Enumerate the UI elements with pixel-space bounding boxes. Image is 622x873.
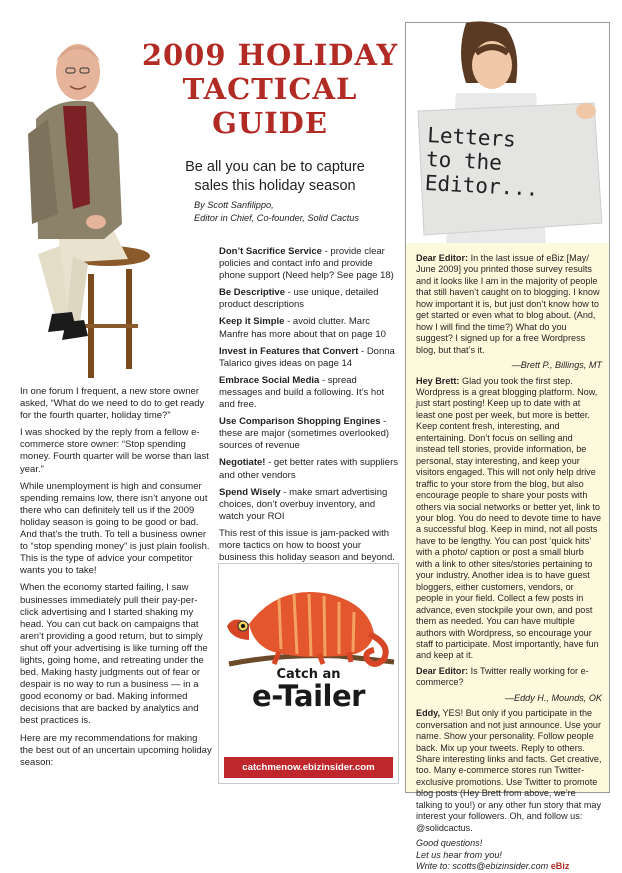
ebiz-signoff: eBiz (550, 861, 570, 872)
closing-line-3 (416, 861, 602, 872)
tip-heading: Be Descriptive (219, 287, 286, 299)
tip-item (219, 416, 401, 452)
intro-column (20, 386, 212, 774)
tip-item (219, 287, 401, 311)
letter-answer-2 (416, 708, 602, 834)
letter-text: YES! But only if you participate in the conversation and not just announce. Use your name. Show your personality. Follow people back. Mix up your tweets. Reply to others. Share interesting links and facts. Get creative, too. Many e-commerce stores run Twitter-exclusive promotions. Use Twitter to promote blog posts (Hey Brett from above, we’re talking to you!) or any other fun story that may interest your followers. Oh, and follow us: @solidcactus. (416, 708, 602, 833)
ad-headline-line-2: e-Tailer (252, 679, 365, 713)
letters-closing (416, 838, 602, 872)
title-line-3: GUIDE (212, 106, 328, 140)
letter-attribution: —Brett P., Billings, MT (511, 360, 602, 371)
letter-text: Is Twitter really working for e-commerce? (416, 665, 589, 688)
title-line-2: TACTICAL (182, 72, 358, 106)
tip-body: - these are major (sometimes overlooked) sources of revenue (219, 416, 390, 452)
intro-paragraph: When the economy started failing, I saw businesses immediately pull their pay-per-click advertising and I started shaking my head. You can cut back on campaigns that aren’t providing a good return, but to simply shut off your advertising is like turning off the lights, going home, and retreating under the bed. Making hasty judgments out of fear or despair is no way to run a business — in a good economy or bad. Making informed decisions that are backed by analytics and best practices is. (20, 582, 208, 727)
author-photo (18, 24, 154, 378)
intro-paragraph: In one forum I frequent, a new store owner asked, “What do we need to do to get ready for the fourth quarter, holiday time?” (20, 386, 205, 422)
chameleon-illustration (219, 564, 398, 754)
tip-item (219, 346, 401, 370)
byline (194, 199, 404, 225)
ad-url-link[interactable]: catchmenow.ebizinsider.com (224, 757, 393, 778)
tip-heading: Spend Wisely (219, 486, 281, 498)
tip-item (219, 487, 401, 523)
title-line-1: 2009 HOLIDAY (141, 38, 399, 72)
write-to-email[interactable]: Write to: scotts@ebizinsider.com (416, 861, 549, 872)
letter-question-1 (416, 253, 602, 356)
article-subtitle (155, 158, 395, 196)
subtitle-line-2: sales this holiday season (194, 178, 356, 194)
closing-line-2: Let us hear from you! (416, 849, 502, 860)
letter-question-2 (416, 666, 602, 689)
intro-paragraph: While unemployment is high and consumer spending remains low, there isn’t anyone out there who can definitely tell us if the 2009 holiday season is going to be good or bad. And that’s the truth. To tell a business owner to “stop spending money” is just plain foolish. This is the type of advice your competitor wants you to take! (20, 480, 210, 577)
catch-an-etailer-ad (218, 563, 399, 784)
tip-heading: Embrace Social Media (219, 374, 320, 386)
article-title (135, 38, 405, 140)
byline-name: By Scott Sanfilippo, (194, 200, 274, 210)
letters-to-editor-box (405, 22, 610, 872)
tip-body: - provide clear policies and contact info and provide phone support (Need help? See page 18) (219, 246, 394, 282)
tip-heading: Don’t Sacrifice Service (219, 246, 322, 257)
tip-body: - spread messages and build a following. It’s hot and free. (219, 374, 385, 411)
byline-role: Editor in Chief, Co-founder, Solid Cactus (194, 213, 359, 223)
tip-body: - avoid clutter. Marc Manfre has more about that on page 10 (219, 316, 386, 340)
subtitle-line-1: Be all you can be to capture (185, 159, 365, 175)
letter-label: Dear Editor: (416, 665, 469, 676)
ad-headline-line-1: Catch an (276, 667, 341, 682)
closing-text: This rest of this issue is jam-packed with more tactics on how to boost your business this holiday season and beyond. (219, 527, 395, 564)
sign-line-3: Editor... (424, 170, 540, 201)
intro-paragraph: Here are my recommendations for making the best out of an uncertain upcoming holiday season: (20, 732, 212, 768)
letters-sign-text (424, 123, 588, 203)
closing-line-1: Good questions! (416, 838, 483, 849)
tip-item (219, 375, 401, 411)
tip-body: - get better rates with suppliers and other vendors (219, 457, 398, 481)
tips-column (219, 246, 401, 581)
tip-heading: Negotiate! (219, 457, 266, 469)
tip-item (219, 457, 401, 481)
letter-answer-1 (416, 376, 602, 662)
tip-heading: Invest in Features that Convert (219, 345, 359, 357)
tip-body: - Donna Talarico gives ideas on page 14 (219, 345, 395, 369)
letter-label: Dear Editor: (416, 253, 469, 263)
tip-item (219, 246, 401, 282)
letter-label: Eddy, (416, 708, 441, 719)
letters-content (416, 253, 602, 873)
sign-line-2: to the (425, 146, 503, 175)
tip-body: - use unique, detailed product descriptions (219, 287, 379, 311)
tip-item (219, 316, 401, 340)
letter-label: Hey Brett: (416, 375, 460, 386)
letter-attribution: —Eddy H., Mounds, OK (504, 692, 602, 703)
tip-body: - make smart advertising choices, don’t overbuy inventory, and watch your ROI (219, 486, 388, 522)
letter-text: Glad you took the first step. Wordpress is a great blogging platform. Now, just start posting! Keep up to date with at least one post per week, but more is better. Keep content fresh, interesting, and entertaining. Don’t focus on selling and instead tell stories, provide information, be personal, stay interesting, and keep your visitors engaged. This will not only help drive traffic to your store from the blog, but also encourage people to share your posts with others via social networks or better yet, link to your blog. You do need to devote time to have a successful blog. Keep in mind, not all posts have to be lengthy. You can post ‘quick hits’ with a photo/ caption or post a small blurb with a link to other sites/stories pertaining to your industry. Another idea is to have guest bloggers, either customers, vendors, or people in your field. Collect a few posts in advance, even stockpile your own, and post them as needed. You can have multiple authors with Wordpress, so encourage your staff to participate. Most importantly, have fun and keep at it. (416, 375, 602, 661)
sign-line-1: Letters (426, 123, 517, 152)
tip-heading: Use Comparison Shopping Engines (219, 416, 381, 428)
intro-paragraph: I was shocked by the reply from a fellow e-commerce store owner: “Stop spending money. Fourth quarter will be worse than last year.” (20, 427, 209, 475)
letter-text: In the last issue of eBiz [May/ June 2009] you printed those survey results and it looks like I am in the majority of people that still haven’t caught on to blogging. I know how important it is, but just don’t know how to get started or even what to blog about. (And, how I will find the time?) What do you suggest? I signed up for a free Wordpress blog, but that’s it. (416, 253, 600, 355)
tip-heading: Keep it Simple (219, 316, 285, 328)
